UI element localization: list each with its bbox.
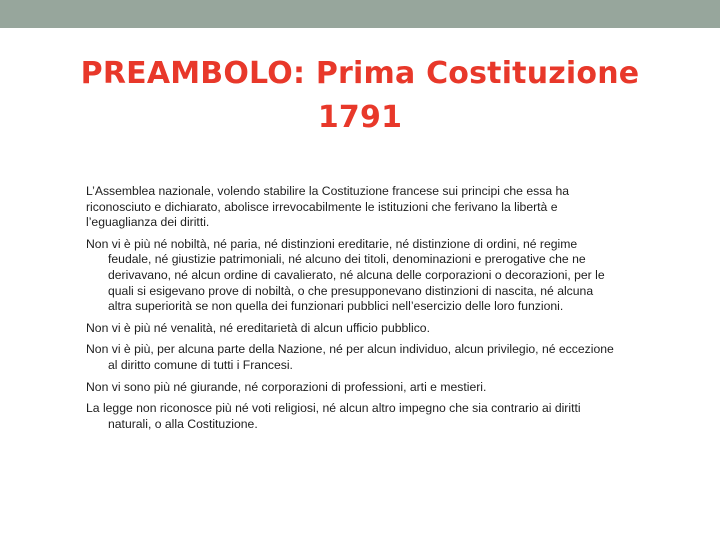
paragraph-nobility: Non vi è più né nobiltà, né paria, né distinzioni ereditarie, né distinzione di ordini, né regime feudale, né giustizie patrimoniali, né alcuno dei titoli, denominazioni e prerogative che ne derivavano, né alcun ordine di cavalierato, né alcuna delle corporazioni o decorazioni, per le quali si esigevano prove di nobiltà, o che presupponevano distinzioni di nascita, né alcuna altra superiorità se non quella dei funzionari pubblici nell’esercizio delle loro funzioni. xyxy=(86,236,605,314)
top-bar xyxy=(0,0,720,28)
paragraph-guilds: Non vi sono più né giurande, né corporazioni di professioni, arti e mestieri. xyxy=(86,379,487,394)
paragraph-intro: L’Assemblea nazionale, volendo stabilire la Costituzione francese sui principi che essa ha riconosciuto e dichiarato, abolisce irrevocabilmente le istituzioni che ferivano la libertà e l’eguaglianza dei diritti. xyxy=(86,184,570,230)
paragraph-religious-vows: La legge non riconosce più né voti religiosi, né alcun altro impegno che sia contrario ai diritti naturali, o alla Costituzione. xyxy=(86,401,581,431)
slide-title xyxy=(40,52,680,140)
title-line-2: 1791 xyxy=(317,100,403,135)
title-line-1: PREAMBOLO: Prima Costituzione xyxy=(80,56,640,91)
paragraph-venality: Non vi è più né venalità, né ereditarietà di alcun ufficio pubblico. xyxy=(86,320,430,335)
paragraph-privilege: Non vi è più, per alcuna parte della Nazione, né per alcun individuo, alcun privilegio, né eccezione al diritto comune di tutti i Francesi. xyxy=(86,342,614,372)
preamble-text xyxy=(86,184,616,438)
